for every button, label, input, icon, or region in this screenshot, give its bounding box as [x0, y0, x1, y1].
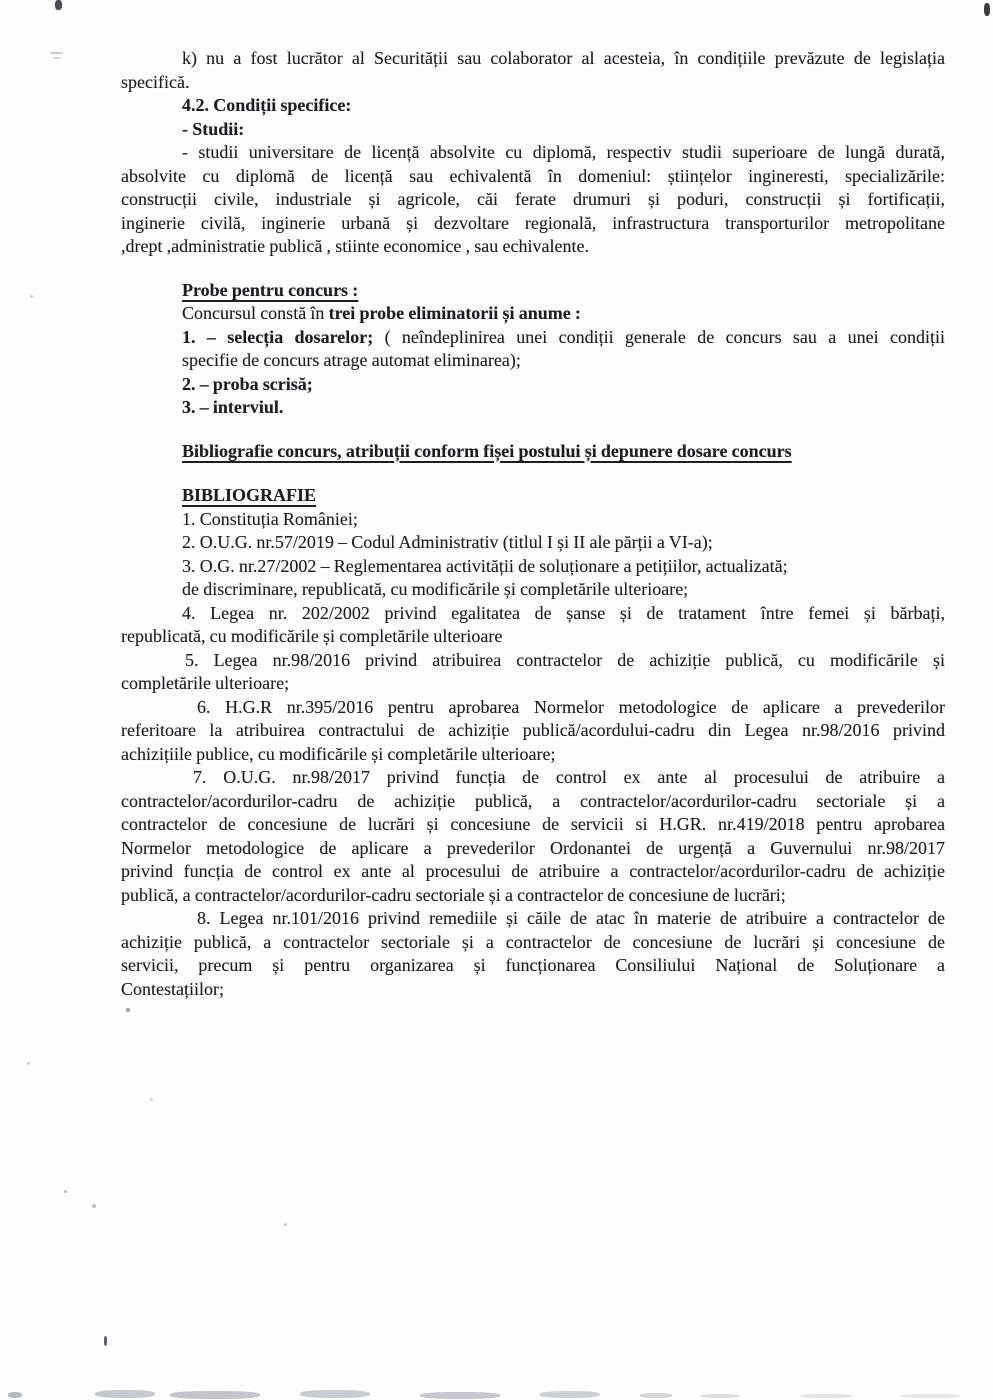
biblio-item-3-continuation: [121, 578, 945, 602]
biblio-item-8-continuation: [121, 954, 945, 978]
text-segment: Contestațiilor;: [121, 978, 224, 999]
biblio-item-6-continuation: [121, 719, 945, 743]
biblio-item-1: [121, 508, 945, 532]
scan-artifact: [284, 1223, 287, 1226]
text-segment: trei probe eliminatorii și anume :: [328, 303, 581, 323]
text-segment: 6. H.G.R nr.395/2016 pentru aprobarea Normelor metodologice de aplicare a prevederilor: [197, 696, 945, 717]
text-segment: de discriminare, republicată, cu modificările și completările ulterioare;: [182, 579, 689, 599]
scan-artifact: [800, 1394, 852, 1398]
text-segment: absolvite cu diplomă de licență sau echivalentă în domeniul: științelor ingineresti, specializările:: [121, 165, 945, 186]
biblio-item-6-continuation: [121, 743, 945, 767]
text-segment: publică, a contractelor/acordurilor-cadru sectoriale și a contractelor de concesiune de lucrări;: [121, 884, 786, 905]
scan-artifact: [900, 1394, 960, 1398]
scan-artifact: [95, 1390, 155, 1398]
biblio-item-4-continuation: [121, 625, 945, 649]
heading-studii: [121, 118, 945, 142]
text-segment: republicată, cu modificările și completările ulterioare: [121, 626, 503, 646]
text-segment: Normelor metodologice de aplicare a prevederilor Ordonantei de urgență a Guvernului nr.98/2017: [121, 837, 945, 858]
text-segment: servicii, precum și pentru organizarea și funcționarea Consiliului Național de Soluționare a: [121, 955, 945, 975]
scan-artifact: [984, 3, 990, 16]
probe-item-1: [121, 326, 945, 350]
text-segment: BIBLIOGRAFIE: [182, 485, 317, 505]
scan-artifact: [92, 1204, 96, 1208]
biblio-item-5-continuation: [121, 672, 945, 696]
text-segment: Bibliografie concurs, atribuții conform fișei postului și depunere dosare concurs: [182, 440, 792, 461]
scan-artifact: [30, 295, 33, 298]
scan-artifact: [150, 1098, 153, 1101]
text-segment: completările ulterioare;: [121, 673, 290, 693]
text-segment: Concursul constă în: [182, 303, 329, 323]
text-segment: 7. O.U.G. nr.98/2017 privind funcția de control ex ante al procesului de atribuire a: [193, 767, 945, 787]
paragraph-studii-line: [121, 165, 945, 189]
biblio-item-7-continuation: [121, 860, 945, 884]
text-segment: achizițiile publice, cu modificările și completările ulterioare;: [121, 743, 556, 764]
biblio-item-7-continuation: [121, 884, 945, 908]
text-segment: 4.2. Condiții specifice:: [182, 95, 352, 115]
biblio-item-8-continuation: [121, 931, 945, 955]
scan-artifact: [640, 1393, 672, 1398]
text-segment: 1. Constituția României;: [182, 508, 358, 529]
text-segment: 5. Legea nr.98/2016 privind atribuirea contractelor de achiziție publică, cu modificările și: [185, 649, 945, 670]
text-segment: 3. O.G. nr.27/2002 – Reglementarea activității de soluționare a petițiilor, actualizată;: [182, 555, 788, 576]
biblio-item-8-continuation: [121, 978, 945, 1002]
text-segment: Probe pentru concurs :: [182, 279, 359, 300]
biblio-item-6: [121, 696, 945, 720]
text-segment: contractelor/acordurilor-cadru de achiziție publică, a contractelor/acordurilor-cadru sectoriale și a: [121, 790, 945, 811]
heading-bibliografie: [121, 484, 945, 508]
scan-artifact: [700, 1394, 740, 1398]
scan-artifact: [104, 1336, 107, 1346]
heading-bibliografie-concurs: [121, 440, 945, 464]
text-segment: 8. Legea nr.101/2016 privind remediile și căile de atac în materie de atribuire a contractelor de: [197, 908, 945, 928]
text-segment: privind funcția de control ex ante al procesului de atribuire a contractelor/acordurilor-cadru de achiziție: [121, 861, 945, 881]
scan-artifact: [540, 1391, 600, 1398]
paragraph-studii-line: [121, 188, 945, 212]
text-segment: 4. Legea nr. 202/2002 privind egalitatea de șanse și de tratament între femei și bărbați,: [182, 602, 945, 623]
text-segment: 2. – proba scrisă;: [182, 373, 313, 394]
text-segment: inginerie civilă, inginerie urbană și dezvoltare regională, infrastructura transporturilor metropolitane: [121, 212, 945, 233]
biblio-item-7: [121, 766, 945, 790]
paragraph-k-line: [121, 47, 945, 71]
text-segment: 3. – interviul.: [182, 397, 284, 417]
biblio-item-5: [121, 649, 945, 673]
biblio-item-7-continuation: [121, 790, 945, 814]
text-segment: - Studii:: [182, 118, 245, 139]
heading-probe-pentru-concurs: [121, 279, 945, 303]
text-segment: contractelor de concesiune de lucrări și concesiune de servicii si H.GR. nr.419/2018 pentru aprobarea: [121, 814, 945, 834]
scan-artifact: [55, 0, 62, 10]
probe-item-2: [121, 373, 945, 397]
paragraph-studii-line: [121, 141, 945, 165]
document-text-column: [121, 47, 945, 1001]
paragraph-studii-line: [121, 212, 945, 236]
scan-artifact: [53, 57, 61, 59]
biblio-item-2: [121, 531, 945, 555]
scan-artifact: [126, 1008, 130, 1012]
scan-artifact: [27, 1062, 30, 1065]
text-segment: achiziție publică, a contractelor sectoriale și a contractelor de concesiune de lucrări și concesiune de: [121, 931, 945, 952]
paragraph-studii-line: [121, 235, 945, 259]
heading-conditii-specifice: [121, 94, 945, 118]
biblio-item-8: [121, 907, 945, 931]
scan-artifact: [64, 1190, 67, 1193]
scan-artifact: [50, 52, 63, 54]
scan-artifact: [170, 1391, 260, 1399]
text-segment: 1. – selecția dosarelor;: [182, 326, 374, 347]
scan-artifact: [300, 1390, 370, 1398]
biblio-item-3: [121, 555, 945, 579]
probe-intro-line: [121, 302, 945, 326]
text-segment: - studii universitare de licență absolvite cu diplomă, respectiv studii superioare de lungă durată,: [182, 142, 945, 162]
text-segment: 2. O.U.G. nr.57/2019 – Codul Administrativ (titlul I și II ale părții a VI-a);: [182, 532, 713, 552]
scan-artifact: [420, 1392, 500, 1399]
text-segment: construcții civile, industriale și agricole, căi ferate drumuri și poduri, construcții și fortificații,: [121, 189, 945, 209]
paragraph-k-line: [121, 71, 945, 95]
text-segment: ( neîndeplinirea unei condiții generale de concurs sau a unei condiții: [373, 326, 945, 347]
biblio-item-7-continuation: [121, 837, 945, 861]
text-segment: referitoare la atribuirea contractului de achiziție publică/acordului-cadru din Legea nr.98/2016 privind: [121, 720, 945, 740]
text-segment: ,drept ,administratie publică , stiinte economice , sau echivalente.: [121, 236, 589, 256]
biblio-item-7-continuation: [121, 813, 945, 837]
text-segment: specifie de concurs atrage automat eliminarea);: [182, 350, 521, 370]
probe-item-3: [121, 396, 945, 420]
probe-item-1-continuation: [121, 349, 945, 373]
text-segment: specifică.: [121, 71, 190, 92]
biblio-item-4: [121, 602, 945, 626]
scan-artifact: [8, 1392, 22, 1398]
text-segment: k) nu a fost lucrător al Securității sau colaborator al acesteia, în condițiile prevăzute de legislația: [182, 48, 945, 68]
